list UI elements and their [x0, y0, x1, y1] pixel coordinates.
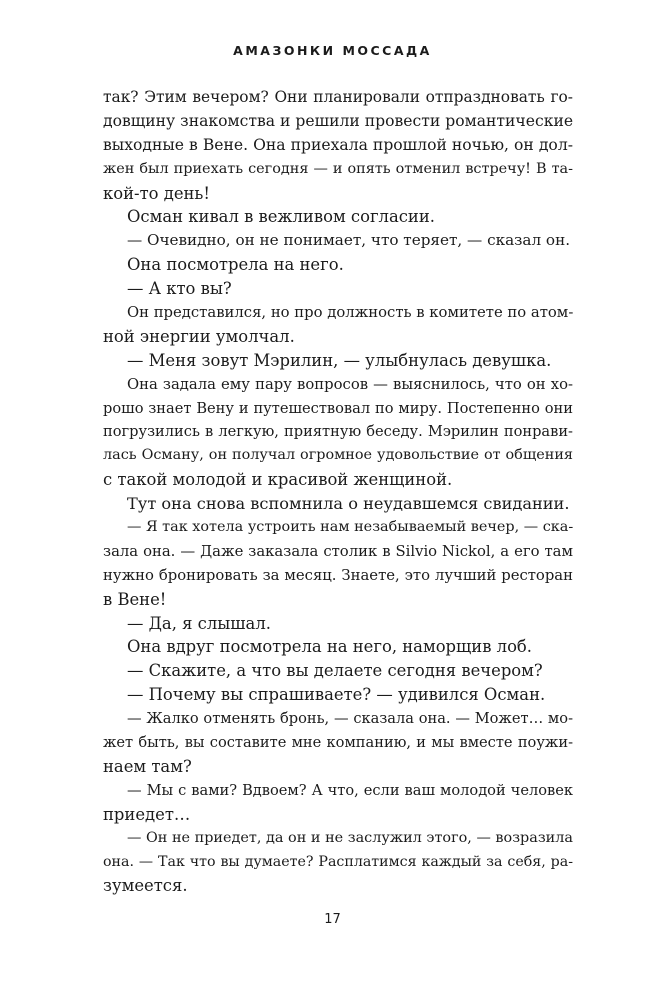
- text-line: — Меня зовут Мэрилин, — улыбнулась девушка.: [127, 350, 552, 370]
- text-line: — Очевидно, он не понимает, что теряет, — сказал он.: [127, 231, 571, 250]
- page-number: 17: [324, 912, 341, 927]
- text-line: нужно бронировать за месяц. Знаете, это лучший ресторан: [103, 566, 573, 584]
- text-line: рошо знает Вену и путешествовал по миру. Постепенно они: [103, 399, 573, 417]
- text-line: Осман кивал в вежливом согласии.: [127, 207, 435, 227]
- text-line: лась Осману, он получал огромное удовольствие от общения: [103, 447, 573, 464]
- text-line: жет быть, вы составите мне компанию, и мы вместе поужи-: [103, 734, 573, 752]
- text-line: — Да, я слышал.: [127, 613, 271, 633]
- text-line: выходные в Вене. Она приехала прошлой ночью, он дол-: [103, 135, 573, 154]
- text-line: наем там?: [103, 756, 192, 776]
- text-line: — Он не приедет, да он и не заслужил этого, — возразила: [127, 829, 573, 846]
- text-line: так? Этим вечером? Они планировали отпраздновать го-: [103, 88, 573, 106]
- text-line: — А кто вы?: [127, 279, 232, 299]
- text-line: — Жалко отменять бронь, — сказала она. — Может… мо-: [127, 710, 573, 728]
- text-line: погрузились в легкую, приятную беседу. Мэрилин понрави-: [103, 423, 573, 441]
- text-line: с такой молодой и красивой женщиной.: [103, 470, 453, 490]
- text-line: зумеется.: [103, 876, 188, 896]
- body-text: [103, 86, 573, 898]
- text-line: Она посмотрела на него.: [127, 255, 344, 275]
- running-head-title: АМАЗОНКИ МОССАДА: [233, 43, 432, 58]
- text-line: она. — Так что вы думаете? Расплатимся каждый за себя, ра-: [103, 853, 573, 870]
- text-line: ной энергии умолчал.: [103, 326, 295, 346]
- text-line: — Почему вы спрашиваете? — удивился Осман.: [127, 685, 546, 705]
- text-line: жен был приехать сегодня — и опять отменил встречу! В та-: [103, 160, 573, 177]
- text-line: кой-то день!: [103, 183, 210, 203]
- text-line: в Вене!: [103, 589, 167, 609]
- text-line: — Я так хотела устроить нам незабываемый вечер, — ска-: [127, 519, 574, 536]
- text-line: Она задала ему пару вопросов — выяснилось, что он хо-: [127, 375, 573, 393]
- text-line: зала она. — Даже заказала столик в Silvio Nickol, а его там: [103, 542, 573, 560]
- text-line: Она вдруг посмотрела на него, наморщив лоб.: [127, 637, 533, 657]
- text-line: довщину знакомства и решили провести романтические: [103, 111, 574, 130]
- text-line: Тут она снова вспомнила о неудавшемся свидании.: [127, 494, 570, 514]
- text-line: — Скажите, а что вы делаете сегодня вечером?: [127, 661, 543, 681]
- text-line: — Мы с вами? Вдвоем? А что, если ваш молодой человек: [127, 781, 573, 799]
- text-line: Он представился, но про должность в комитете по атом-: [127, 304, 574, 322]
- text-line: приедет…: [103, 804, 191, 824]
